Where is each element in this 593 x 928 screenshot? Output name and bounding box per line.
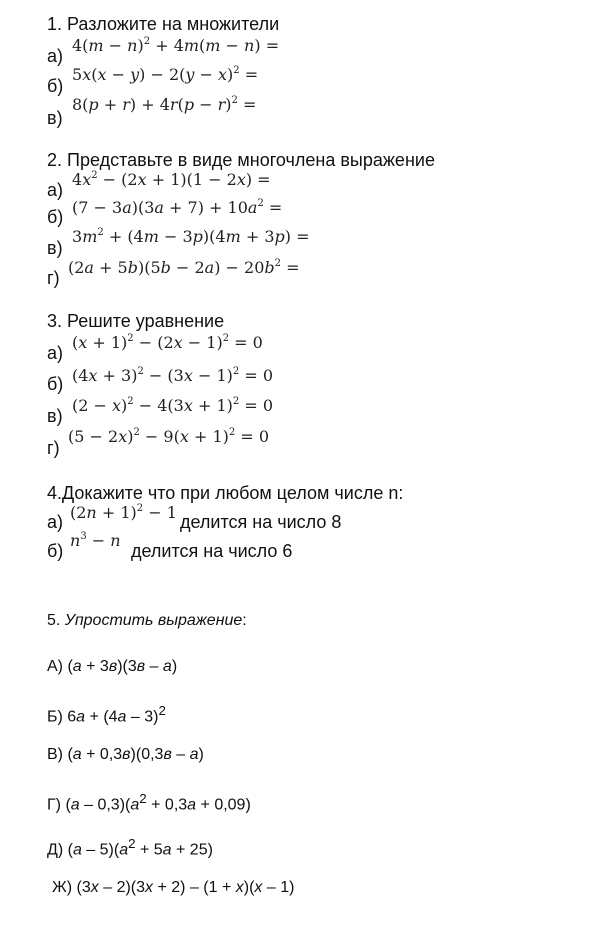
simplify-item: Ж) (3x – 2)(3x + 2) – (1 + x)(x – 1) (52, 879, 295, 896)
section-5-title (47, 611, 247, 631)
math-expression: $4(m - n)^2 + 4m(m - n)$ = (72, 36, 280, 55)
math-expression: $(x + 1)^2 - (2x - 1)^2 = 0$ (72, 333, 263, 352)
item-label: в) (47, 238, 63, 258)
statement-text: делится на число 8 (180, 512, 342, 532)
math-expression: $(2n + 1)^2 - 1$ (70, 503, 177, 522)
item-label: а) (47, 46, 64, 66)
math-expression: $n^3 - n$ (70, 531, 121, 550)
math-expression: $(5 - 2x)^2 - 9(x + 1)^2 = 0$ (68, 427, 270, 446)
simplify-item: Б) 6a + (4a – 3)$^2$ (47, 703, 166, 726)
item-label: б) (47, 76, 64, 96)
section-3-title: 3. Решите уравнение (47, 311, 225, 331)
item-label: б) (47, 541, 64, 561)
math-expression: $(2 - x)^2 - 4(3x + 1)^2 = 0$ (72, 396, 274, 415)
item-label: г) (47, 438, 60, 458)
statement-text: делится на число 6 (131, 541, 293, 561)
math-expression: $8(p + r) + 4r(p - r)^2$ = (72, 95, 257, 114)
item-label: б) (47, 207, 64, 227)
section-5-number: 5. (47, 612, 61, 629)
simplify-item: А) (a + 3в)(3в – a) (47, 658, 178, 675)
item-label: б) (47, 374, 64, 394)
item-label: а) (47, 512, 64, 532)
item-label: в) (47, 108, 63, 128)
math-expression: $(7 - 3a)(3a + 7) + 10a^2$ = (72, 198, 283, 217)
item-label: а) (47, 343, 64, 363)
math-expression: $5x(x - y) - 2(y - x)^2$ = (72, 65, 259, 84)
section-4-title: 4.Докажите что при любом целом числе n: (47, 483, 404, 503)
section-5-heading: Упростить выражение (64, 612, 243, 629)
math-expression: $(2a + 5b)(5b - 2a) - 20b^2$ = (68, 258, 300, 277)
item-label: а) (47, 180, 64, 200)
math-expression: $3m^2 + (4m - 3p)(4m + 3p)$ = (72, 227, 310, 246)
section-2-title: 2. Представьте в виде многочлена выражение (47, 150, 435, 170)
simplify-item: Д) $(a - 5)(a^2 + 5a + 25)$ (47, 836, 213, 859)
section-5-colon: : (242, 612, 247, 629)
item-label: в) (47, 406, 63, 426)
simplify-item: Г) $(a - 0,3)(a^2 + 0,3a + 0,09)$ (47, 791, 251, 814)
math-expression: $(4x + 3)^2 - (3x - 1)^2 = 0$ (72, 366, 273, 385)
item-label: г) (47, 268, 60, 288)
simplify-item: В) (a + 0,3в)(0,3в – a) (47, 746, 204, 763)
section-1-title: 1. Разложите на множители (47, 14, 280, 34)
math-expression: $4x^2 - (2x + 1)(1 - 2x)$ = (72, 170, 271, 189)
